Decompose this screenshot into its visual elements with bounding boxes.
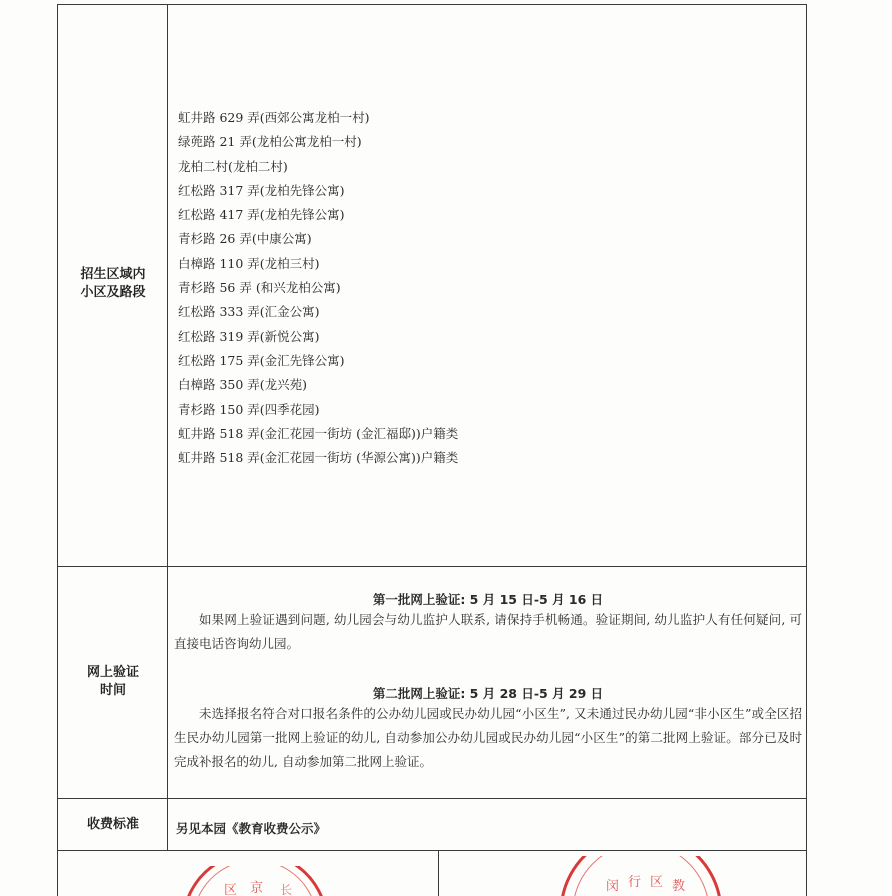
bottom-row-divider bbox=[438, 850, 439, 896]
svg-text:区: 区 bbox=[650, 875, 664, 890]
area-item: 虹井路 518 弄(金汇花园一街坊 (金汇福邸))户籍类 bbox=[178, 425, 459, 441]
area-item: 白樟路 110 弄(龙柏三村) bbox=[178, 255, 320, 271]
verify-label-line1: 网上验证 bbox=[86, 665, 139, 680]
area-item: 青杉路 150 弄(四季花园) bbox=[178, 401, 320, 417]
area-item: 青杉路 26 弄(中康公寓) bbox=[178, 231, 312, 247]
svg-text:闵: 闵 bbox=[606, 879, 620, 894]
area-item: 红松路 319 弄(新悦公寓) bbox=[178, 328, 320, 344]
area-item: 龙柏二村(龙柏二村) bbox=[178, 158, 288, 174]
area-item: 红松路 317 弄(龙柏先锋公寓) bbox=[178, 182, 345, 198]
fee-value: 另见本园《教育收费公示》 bbox=[176, 821, 327, 836]
area-item: 红松路 175 弄(金汇先锋公寓) bbox=[178, 352, 345, 368]
area-item: 青杉路 56 弄 (和兴龙柏公寓) bbox=[178, 280, 341, 296]
second-batch-text: 未选择报名符合对口报名条件的公办幼儿园或民办幼儿园“小区生”, 又未通过民办幼儿园“非小区生”或全区招生民办幼儿园第一批网上验证的幼儿, 自动参加公办幼儿园或民办幼儿园“小区生”的第二批网上验证。部分已及时完成补报名的幼儿, 自动参加第二批网上验证。 bbox=[174, 706, 802, 769]
seal-stamp-left bbox=[180, 866, 330, 896]
area-item: 虹井路 629 弄(西郊公寓龙柏一村) bbox=[178, 110, 370, 125]
row-divider-1 bbox=[57, 566, 807, 567]
verify-first-block bbox=[174, 590, 802, 656]
svg-text:教: 教 bbox=[672, 879, 686, 894]
areas-label bbox=[58, 266, 168, 302]
svg-text:区: 区 bbox=[224, 883, 238, 896]
areas-label-line1: 招生区域内 bbox=[80, 267, 146, 282]
second-batch-heading: 第二批网上验证: 5 月 28 日-5 月 29 日 bbox=[372, 686, 604, 701]
svg-text:行: 行 bbox=[628, 875, 642, 890]
fee-label: 收费标准 bbox=[86, 817, 139, 832]
svg-text:长: 长 bbox=[280, 883, 293, 896]
first-batch-heading: 第一批网上验证: 5 月 15 日-5 月 16 日 bbox=[372, 592, 604, 607]
svg-text:京: 京 bbox=[250, 881, 264, 896]
areas-label-line2: 小区及路段 bbox=[80, 285, 146, 300]
area-item: 绿蔸路 21 弄(龙柏公寓龙柏一村) bbox=[178, 134, 362, 150]
table-left-border bbox=[57, 4, 58, 896]
area-item: 红松路 333 弄(汇金公寓) bbox=[178, 304, 320, 320]
area-item: 白樟路 350 弄(龙兴苑) bbox=[178, 377, 308, 393]
table-top-border bbox=[57, 4, 807, 5]
verify-label-line2: 时间 bbox=[99, 683, 126, 698]
table-column-divider bbox=[167, 4, 168, 850]
seal-stamp-right bbox=[556, 856, 726, 896]
verify-second-block bbox=[174, 684, 802, 774]
first-batch-text: 如果网上验证遇到问题, 幼儿园会与幼儿监护人联系, 请保持手机畅通。验证期间, 幼儿监护人有任何疑问, 可直接电话咨询幼儿园。 bbox=[174, 612, 802, 651]
verify-label bbox=[58, 664, 168, 700]
area-item: 红松路 417 弄(龙柏先锋公寓) bbox=[178, 207, 345, 223]
row-divider-3 bbox=[57, 850, 807, 851]
area-item: 虹井路 518 弄(金汇花园一街坊 (华源公寓))户籍类 bbox=[178, 450, 459, 466]
row-divider-2 bbox=[57, 798, 807, 799]
area-list bbox=[178, 106, 458, 470]
table-right-border bbox=[806, 4, 807, 896]
